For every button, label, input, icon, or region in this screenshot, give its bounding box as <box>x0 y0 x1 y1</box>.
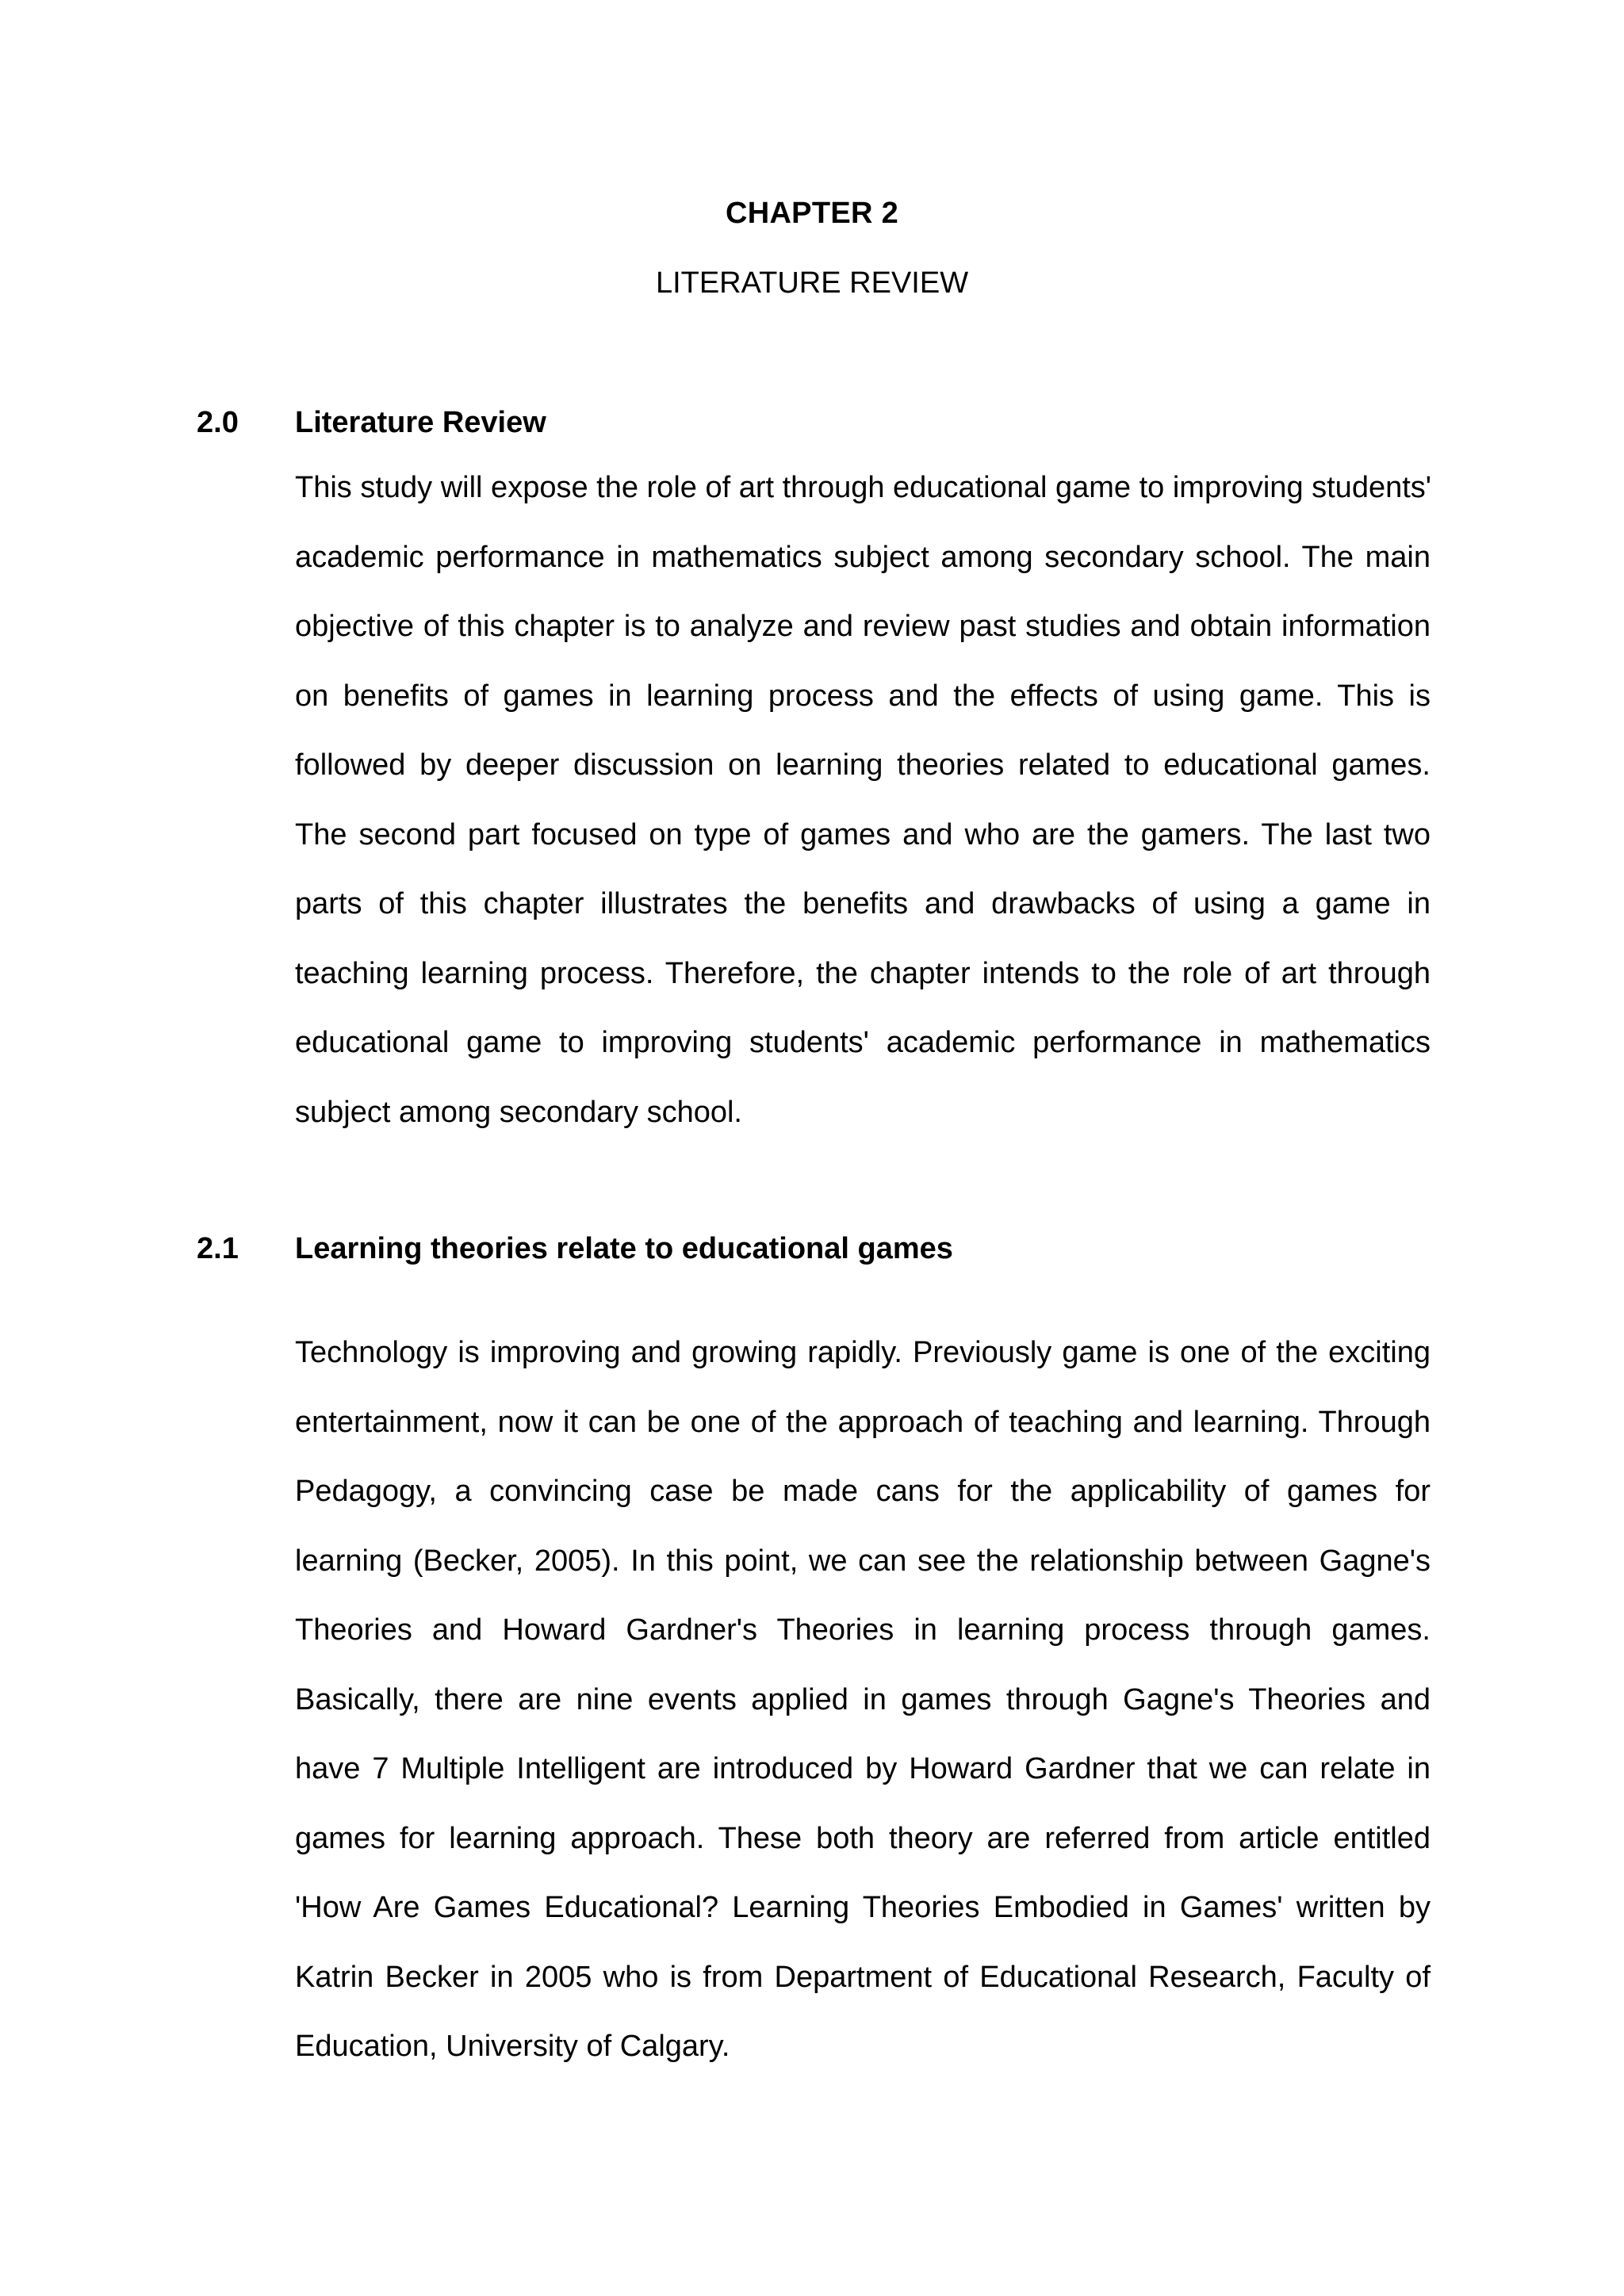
paragraph-line: on benefits of games in learning process and the effects of using game. This is <box>295 679 1431 713</box>
paragraph-line: Basically, there are nine events applied in games through Gagne's Theories and <box>295 1682 1431 1716</box>
paragraph-line: have 7 Multiple Intelligent are introduced by Howard Gardner that we can relate in <box>295 1752 1431 1785</box>
paragraph-line: learning (Becker, 2005). In this point, we can see the relationship between Gagne's <box>295 1544 1431 1578</box>
paragraph-line: subject among secondary school. <box>295 1095 742 1129</box>
paragraph-line: Katrin Becker in 2005 who is from Department of Educational Research, Faculty of <box>295 1960 1431 1994</box>
section-number: 2.1 <box>197 1232 239 1265</box>
paragraph-line: teaching learning process. Therefore, the chapter intends to the role of art through <box>295 956 1431 990</box>
paragraph-line: entertainment, now it can be one of the approach of teaching and learning. Through <box>295 1405 1431 1439</box>
paragraph-line: objective of this chapter is to analyze and review past studies and obtain information <box>295 610 1431 643</box>
section-2-1-paragraph <box>295 1318 1431 2082</box>
paragraph-line: This study will expose the role of art through educational game to improving students' <box>295 471 1432 504</box>
paragraph-line: games for learning approach. These both theory are referred from article entitled <box>295 1821 1431 1855</box>
section-2-0-paragraph <box>295 453 1431 1147</box>
section-2-0-heading <box>197 403 546 442</box>
paragraph-line: academic performance in mathematics subject among secondary school. The main <box>295 540 1431 574</box>
paragraph-line: Pedagogy, a convincing case be made cans for the applicability of games for <box>295 1475 1431 1508</box>
paragraph-line: 'How Are Games Educational? Learning Theories Embodied in Games' written by <box>295 1891 1431 1924</box>
section-number: 2.0 <box>197 406 239 439</box>
paragraph-line: Technology is improving and growing rapidly. Previously game is one of the exciting <box>295 1336 1431 1369</box>
chapter-number: CHAPTER 2 <box>725 197 899 230</box>
paragraph-line: Education, University of Calgary. <box>295 2030 730 2063</box>
paragraph-line: followed by deeper discussion on learning theories related to educational games. <box>295 748 1431 782</box>
paragraph-line: educational game to improving students' academic performance in mathematics <box>295 1026 1431 1059</box>
chapter-title: LITERATURE REVIEW <box>655 266 969 300</box>
section-2-1-heading <box>197 1229 953 1269</box>
section-title: Learning theories relate to educational games <box>295 1232 953 1265</box>
section-title: Literature Review <box>295 406 546 439</box>
paragraph-line: The second part focused on type of games and who are the gamers. The last two <box>295 817 1431 851</box>
paragraph-line: parts of this chapter illustrates the benefits and drawbacks of using a game in <box>295 887 1431 920</box>
paragraph-line: Theories and Howard Gardner's Theories in learning process through games. <box>295 1613 1431 1647</box>
